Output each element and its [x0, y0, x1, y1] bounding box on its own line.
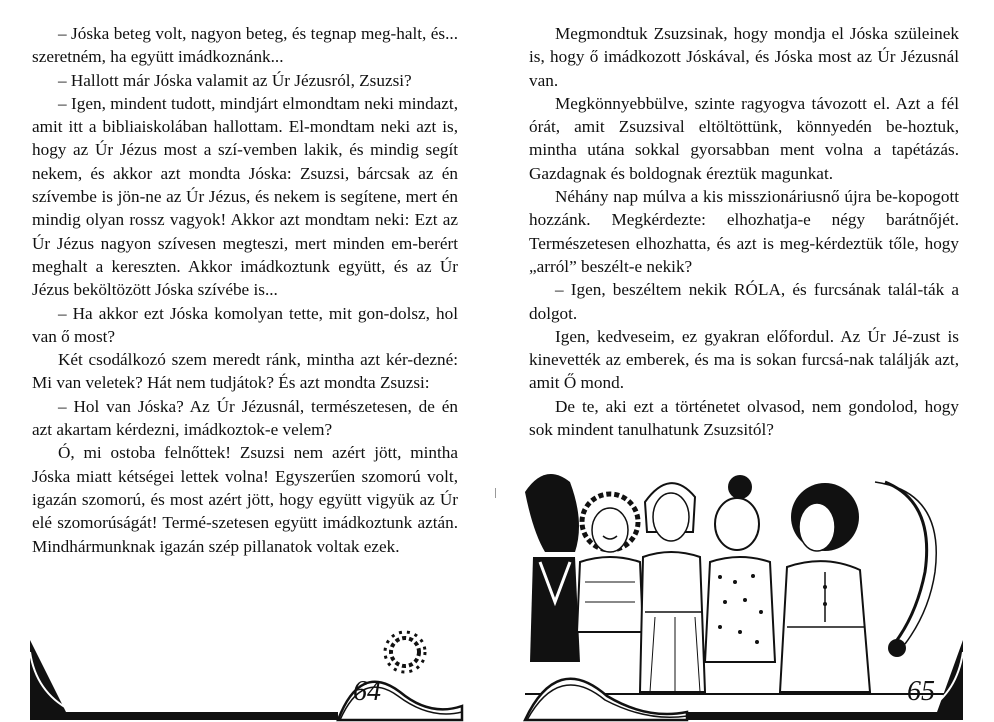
paragraph: – Jóska beteg volt, nagyon beteg, és tegnap meg-halt, és... szeretném, ha együtt imádkoznánk... — [32, 24, 458, 67]
paragraph: Igen, kedveseim, ez gyakran előfordul. Az Úr Jé-zust is kinevették az emberek, és ma is sokan furcsá-nak találják azt, amit Ő mond. — [529, 326, 959, 393]
paragraph: – Hallott már Jóska valamit az Úr Jézusról, Zsuzsi? — [58, 70, 412, 90]
paragraph: Megkönnyebbülve, szinte ragyogva távozott el. Azt a fél órát, amit Zsuzsival eltöltöttünk, könnyedén be-hoztuk, mintha utána sokkal gyorsabban ment volna a tapétázás. Gazdagnak és boldognak éreztük magunkat. — [529, 93, 959, 183]
right-text-column — [529, 22, 959, 441]
paragraph: – Ha akkor ezt Jóska komolyan tette, mit gon-dolsz, hol van ő most? — [32, 303, 458, 346]
laurel-wreath-icon — [385, 632, 425, 672]
paragraph: Megmondtuk Zsuzsinak, hogy mondja el Jóska szüleinek is, hogy ő imádkozott Jóskával, és Jóska most az Úr Jézusnál van. — [529, 24, 959, 90]
page-number: 64 — [353, 676, 381, 707]
paragraph: Ó, mi ostoba felnőttek! Zsuzsi nem azért jött, mintha Jóska miatt kétségei lettek volna! Egyszerűen szomorú volt, igazán szomorú, és most azért jött, hogy együtt vigyük az Úr elé szomorúságát! Termé-szetesen együtt imádkoztunk aztán. Mindhármunknak igazán szép pillanatok voltak ezek. — [32, 443, 458, 556]
paragraph: – Igen, mindent tudott, mindjárt elmondtam neki mindazt, amit itt a bibliaiskolában hallottam. El-mondtam neki azt is, hogy az Úr Jézus most a szí-vemben lakik, és mindig segít nekem, és akkor azt mondta Jóska: Zsuzsi, bárcsak az én szívembe is jön-ne az Úr Jézus, és nekem is segítene, mert én mindig olyan rossz vagyok! Akkor azt mondtam neki: Ezt az Úr Jézus nagyon szívesen megteszi, mert minden em-berért meghalt a kereszten. Akkor imádkoztunk együtt, és az Úr Jézus beköltözött Jóska szívébe is... — [32, 93, 458, 300]
left-text-column — [32, 22, 458, 558]
right-page — [497, 0, 994, 722]
paragraph: Két csodálkozó szem meredt ránk, mintha azt kér-dezné: Mi van veletek? Hát nem tudjátok? És azt mondta Zsuzsi: — [32, 350, 458, 393]
paragraph: – Hol van Jóska? Az Úr Jézusnál, természetesen, de én azt akartam kérdezni, imádkoztok-e velem? — [32, 396, 458, 440]
page-number: 65 — [907, 676, 935, 707]
gutter-mark — [495, 488, 496, 498]
paragraph: Néhány nap múlva a kis misszionáriusnő újra be-kopogott hozzánk. Megkérdezte: elhozhatja-e négy barátnőjét. Természetesen elhozhatta, és azt is meg-kérdeztük tőle, hogy „arról” beszélt-e nekik? — [529, 187, 959, 276]
paragraph: De te, aki ezt a történetet olvasod, nem gondolod, hogy sok mindent tanulhatunk Zsuzsitól? — [529, 396, 959, 440]
girl-figure — [577, 494, 643, 632]
left-footer-ornament — [0, 622, 497, 722]
paragraph: – Igen, beszéltem nekik RÓLA, és furcsának talál-ták a dolgot. — [529, 280, 959, 323]
